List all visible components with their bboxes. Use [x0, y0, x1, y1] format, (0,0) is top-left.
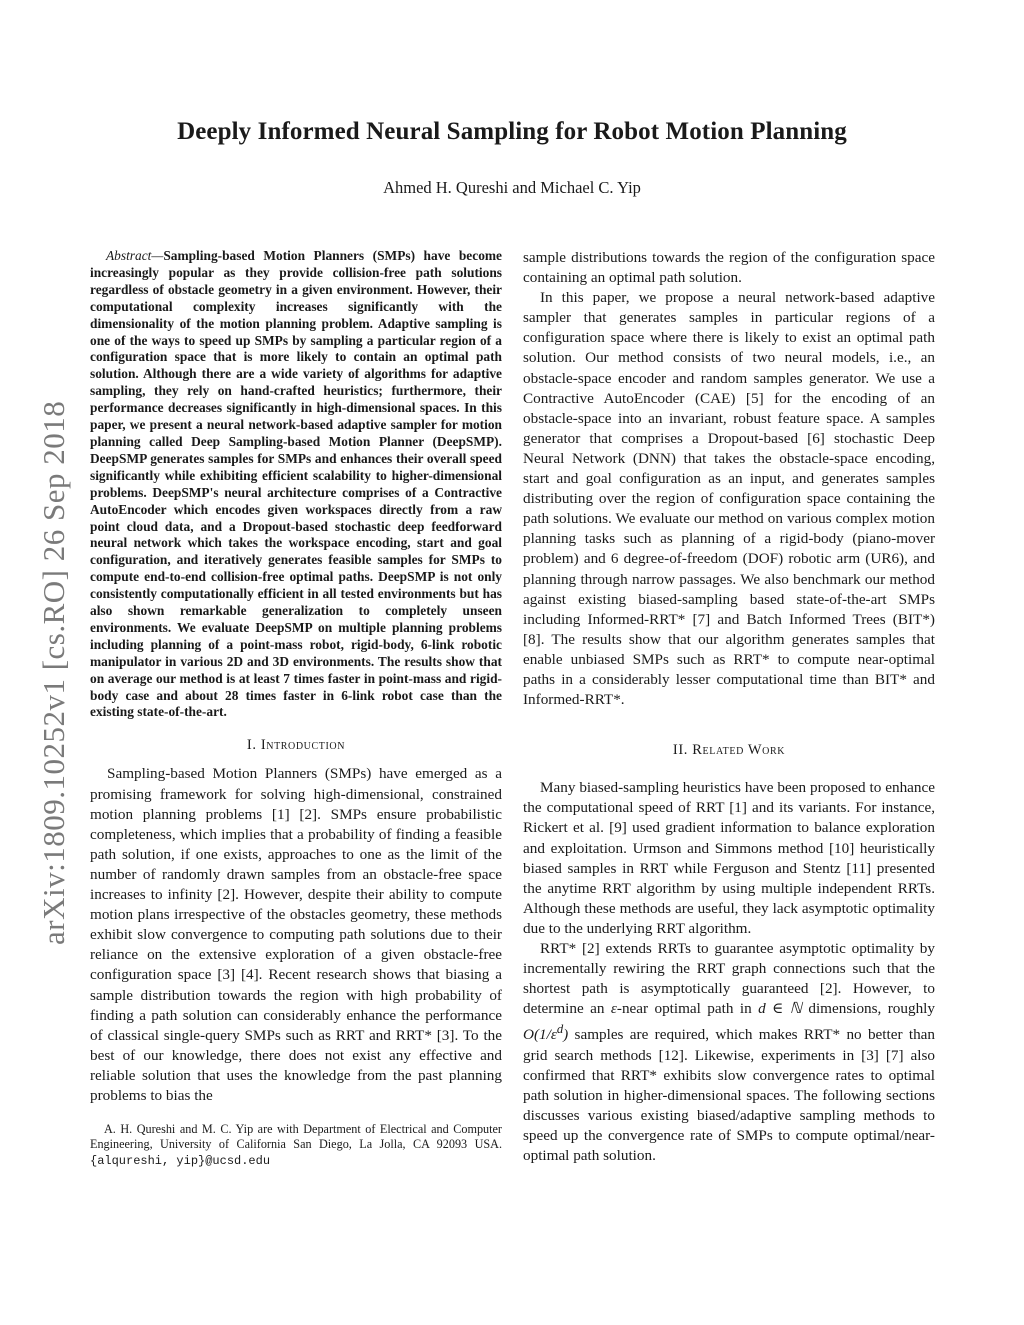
related-work-paragraph-2: RRT* [2] extends RRTs to guarantee asymptotic optimality by incrementally rewiring the RRT graph connections such that the shortest path is asymptotically guaranteed [2]. However, to determine an ε-near optimal path in d ∈ ℕ dimensions, roughly $O(1/\varepsilon^d)$ samples are required, which makes RRT* no better than grid search methods [12]. Likewise, experiments in [3] [7] also confirmed that RRT* exhibits slow convergence rates to optimal path solution in higher-dimensional spaces. The following sections discusses various existing biased/adaptive sampling methods to speed up the convergence rate of SMPs to compute optimal/near-optimal path solution.: [523, 940, 935, 1164]
section-title: Related Work: [692, 742, 786, 759]
abstract-label: Abstract: [106, 248, 152, 263]
paper-authors: Ahmed H. Qureshi and Michael C. Yip: [383, 178, 641, 197]
author-footnote: [90, 1122, 502, 1169]
paper-title: Deeply Informed Neural Sampling for Robot Motion Planning: [177, 118, 847, 145]
section-number: II.: [672, 742, 689, 759]
intro-paragraph: Sampling-based Motion Planners (SMPs) have emerged as a promising framework for solving high-dimensional, constrained motion planning problems [1] [2]. SMPs ensure probabilistic completeness, which implies that a probability of finding a feasible path solution, if one exists, approaches to one as the limit of the number of randomly drawn samples from an obstacle-free space increases to infinity [2]. However, despite their ability to compute motion plans irrespective of the obstacles geometry, these methods exhibit slow convergence to computing path solutions due to their reliance on the extensive exploration of a given obstacle-free configuration space [3] [4]. Recent research shows that biasing a sample distribution towards the region with high probability of finding a path solution can considerably enhance the performance of classical single-query SMPs such as RRT and RRT* [3]. To the best of our knowledge, there does not exist any effective and reliable solution that uses the knowledge from the past planning problems to bias the: [90, 765, 502, 1104]
section-number: I.: [246, 737, 257, 754]
continued-paragraph: sample distributions towards the region of the configuration space containing an optimal path solution.: [523, 249, 935, 287]
footnote-email: {alqureshi, yip}@ucsd.edu: [90, 1153, 271, 1168]
complexity-expression: $O(1/\varepsilon^d)$: [523, 1022, 569, 1044]
left-column: [90, 248, 502, 1169]
footnote-text: A. H. Qureshi and M. C. Yip are with Department of Electrical and Computer Engineering, University of California San Diego, La Jolla, CA 92093 USA.: [90, 1122, 502, 1152]
related-work-paragraph-1: Many biased-sampling heuristics have been proposed to enhance the computational speed of RRT [1] and its variants. For instance, Rickert et al. [9] used gradient information to balance exploration and exploitation. Urmson and Simmons method [10] heuristically biased samples in RRT while Ferguson and Stentz [11] presented the anytime RRT algorithm by using multiple independent RRTs. Although these methods are useful, they lack asymptotic optimality due to the underlying RRT algorithm.: [523, 779, 935, 937]
section-heading-introduction: [90, 735, 502, 755]
right-column: [523, 248, 935, 1166]
abstract-text: Sampling-based Motion Planners (SMPs) have become increasingly popular as they provide collision-free path solutions regardless of obstacle geometry in a given environment. However, their computational complexity increases significantly with the dimensionality of the motion planning problem. Adaptive sampling is one of the ways to speed up SMPs by sampling a particular region of a configuration space that is more likely to contain an optimal path solution. Although there are a wide variety of algorithms for adaptive sampling, they rely on hand-crafted heuristics; furthermore, their performance decreases significantly in high-dimensional spaces. In this paper, we present a neural network-based adaptive sampler for motion planning called Deep Sampling-based Motion Planner (DeepSMP). DeepSMP generates samples for SMPs and enhances their overall speed significantly while exhibiting efficient scalability to higher-dimensional problems. DeepSMP's neural architecture comprises of a Contractive AutoEncoder which encodes given workspaces directly from a raw point cloud data, and a Dropout-based stochastic deep feedforward neural network which takes the workspace encoding, start and goal configuration, and iteratively generates feasible samples for SMPs to compute end-to-end collision-free optimal paths. DeepSMP is not only consistently computationally efficient in all tested environments but has also shown remarkable generalization to completely unseen environments. We evaluate DeepSMP on multiple planning problems including planning of a point-mass robot, rigid-body, 6-link robotic manipulator in various 2D and 3D environments. The results show that on average our method is at least 7 times faster in point-mass and rigid-body case and about 28 times faster in 6-link robot case than the existing state-of-the-art.: [90, 248, 502, 720]
abstract: Abstract—Sampling-based Motion Planners (SMPs) have become increasingly popular as they provide collision-free path solutions regardless of obstacle geometry in a given environment. However, their computational complexity increases significantly with the dimensionality of the motion planning problem. Adaptive sampling is one of the ways to speed up SMPs by sampling a particular region of a configuration space that is more likely to contain an optimal path solution. Although there are a wide variety of algorithms for adaptive sampling, they rely on hand-crafted heuristics; furthermore, their performance decreases significantly in high-dimensional spaces. In this paper, we present a neural network-based adaptive sampler for motion planning called Deep Sampling-based Motion Planner (DeepSMP). DeepSMP generates samples for SMPs and enhances their overall speed significantly while exhibiting efficient scalability to higher-dimensional problems. DeepSMP's neural architecture comprises of a Contractive AutoEncoder which encodes given workspaces directly from a raw point cloud data, and a Dropout-based stochastic deep feedforward neural network which takes the workspace encoding, start and goal configuration, and iteratively generates feasible samples for SMPs to compute end-to-end collision-free optimal paths. DeepSMP is not only consistently computationally efficient in all tested environments but has also shown remarkable generalization to completely unseen environments. We evaluate DeepSMP on multiple planning problems including planning of a point-mass robot, rigid-body, 6-link robotic manipulator in various 2D and 3D environments. The results show that on average our method is at least 7 times faster in point-mass and rigid-body case and about 28 times faster in 6-link robot case than the existing state-of-the-art.: [90, 248, 502, 720]
epsilon-symbol: ε: [610, 1000, 617, 1018]
section-heading-related-work: [523, 740, 935, 760]
section-title: Introduction: [260, 737, 346, 754]
arxiv-identifier: arXiv:1809.10252v1 [cs.RO] 26 Sep 2018: [36, 400, 71, 945]
intro-paragraph-2: In this paper, we propose a neural network-based adaptive sampler that generates samples in particular regions of a configuration space where there is likely to exist an optimal path solution. Our method consists of two neural models, i.e., an obstacle-space encoder and random samples generator. We use a Contractive AutoEncoder (CAE) [5] for the encoding of an obstacle-space into an invariant, robust feature space. A samples generator that comprises a Dropout-based [6] stochastic Deep Neural Network (DNN) that takes the obstacle-space encoding, start and goal configuration as an input, and generates samples distributing over the region of configuration space containing the path solutions. We evaluate our method on various complex motion planning tasks such as planning of a rigid-body (piano-mover problem) and 6 degree-of-freedom (DOF) robotic arm (UR6), and planning through narrow passages. We also benchmark our method against existing biased-sampling based state-of-the-art SMPs including Informed-RRT* [7] and Batch Informed Trees (BIT*) [8]. The results show that our algorithm generates samples that enable unbiased SMPs such as RRT* to compute near-optimal paths in a considerably lesser computational time than BIT* and Informed-RRT*.: [523, 289, 935, 709]
dimension-expression: d ∈ ℕ: [758, 1000, 802, 1018]
